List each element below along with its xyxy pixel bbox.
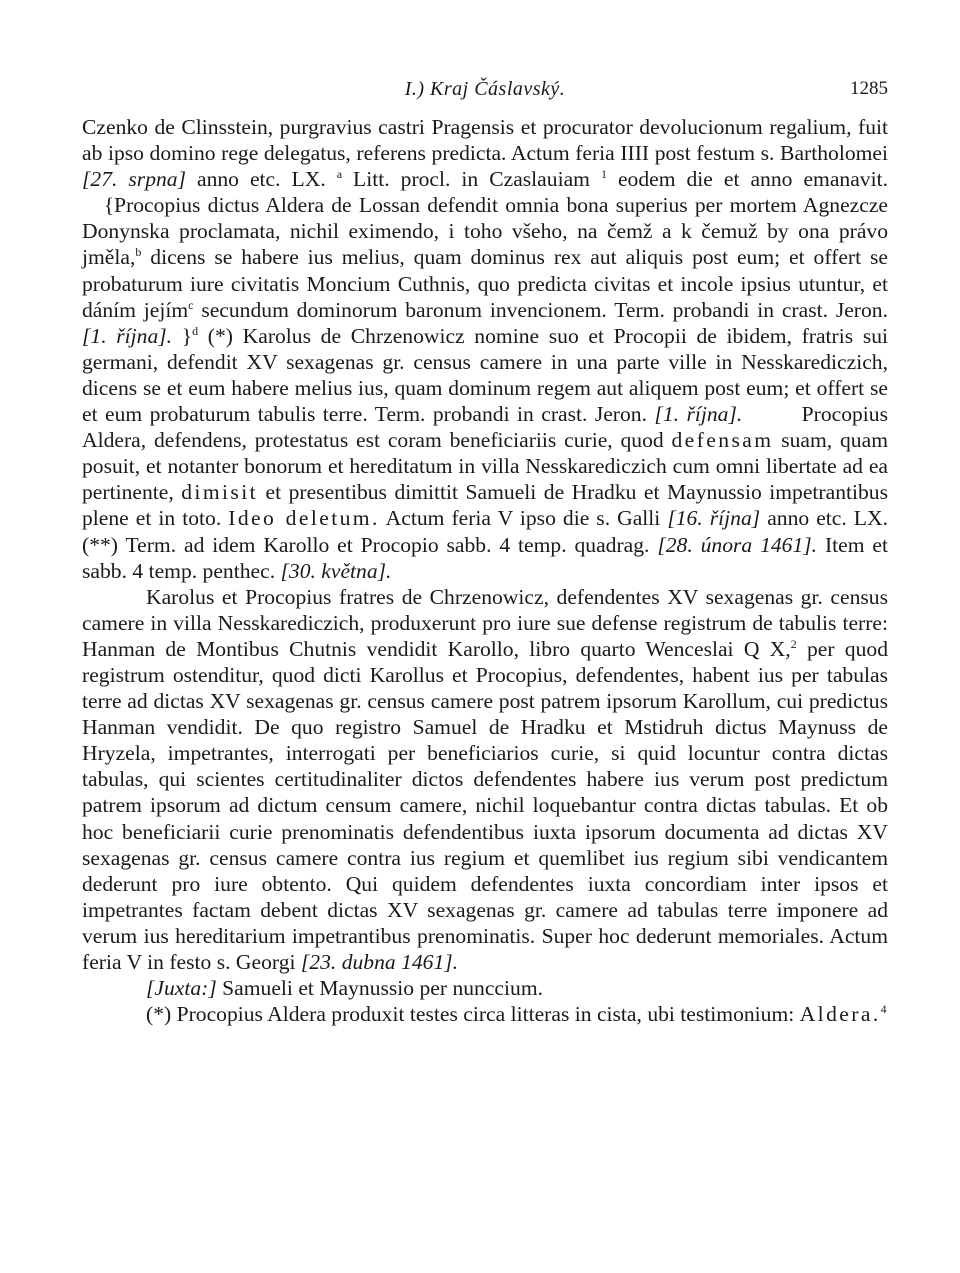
italic-note: [16. října] xyxy=(667,506,761,531)
footnote-marker: a xyxy=(336,167,343,182)
document-page xyxy=(82,78,888,1027)
text-run: Actum feria V ipso die s. Galli xyxy=(379,506,668,531)
paragraph xyxy=(82,114,888,584)
spaced-text: dimisit xyxy=(181,480,259,505)
text-run: per quod registrum ostenditur, quod dicti Karollus et Procopius, defendentes, habent ius per tabulas terre ad dictas XV sexagenas gr. census camere post patrem ipsorum Karollum, cui predictus Hanman vendidit. De quo registro Samuel de Hradku et Mstidruh dictus Maynuss de Hryzela, impetrantes, interrogati per beneficiarios curie, si quid locuntur contra dictas tabulas, qui scientes certitudinaliter dictos defendentes habere ius verum post predictum patrem ipsorum ad dictum censum camere, nichil loquebantur contra dictas tabulas. Et ob hoc beneficiarii curie prenominatis defendentibus iuxta ipsorum documenta ad dictas XV sexagenas gr. census camere contra ius regium et quemlibet ius regium sibi vendicantem dederunt pro iure obtento. Qui quidem defendentes iuxta concordiam inter ipsos et impetrantes factam debent dictas XV sexagenas gr. camere ad tabulas terre imponere ad verum ius hereditarium impetrantibus prenominatis. Super hoc dederunt memoriales. Actum feria V in festo s. Georgi xyxy=(82,636,888,974)
text-run: suam, quam posuit, et notanter bonorum et hereditatum in villa Nesskarediczich cum omni libertate ad ea pertinente, xyxy=(82,428,888,505)
italic-note: [27. srpna] xyxy=(82,167,186,192)
spaced-text: defensam xyxy=(671,428,774,453)
italic-note: [Juxta:] xyxy=(146,976,217,1001)
text-run: anno etc. LX. xyxy=(186,167,337,192)
spaced-text: Ideo deletum. xyxy=(228,506,380,531)
paragraph xyxy=(82,1001,888,1027)
footnote-marker: b xyxy=(135,245,142,260)
text-run: Litt. procl. in Czaslauiam xyxy=(342,167,601,192)
text-run: secundum dominorum baronum invencionem. Term. probandi in crast. Jeron. xyxy=(193,297,888,322)
text-run: Karolus et Procopius fratres de Chrzenowicz, defendentes XV sexagenas gr. census camere in villa Nesskarediczich, produxerunt pro iure sue defense registrum de tabulis terre: Hanman de Montibus Chutnis vendidit Karollo, libro quarto Wenceslai Q X, xyxy=(82,584,888,661)
italic-note: [28. února 1461]. xyxy=(657,532,818,557)
page-number: 1285 xyxy=(850,78,888,99)
text-run: (*) Karolus de Chrzenowicz nomine suo et Procopii de ibidem, fratris sui germani, defendit XV sexagenas gr. census camere in una parte ville in Nesskarediczich, dicens se et eum habere melius ius, quam dominum regem aut aliquem post eum; et offert se et eum probaturum tabulis terre. Term. probandi in crast. Jeron. xyxy=(82,323,889,427)
text-run: Samueli et Maynussio per nunccium. xyxy=(216,976,544,1001)
running-title: I.) Kraj Čáslavský. xyxy=(404,78,566,100)
spaced-text: Aldera. xyxy=(799,1002,881,1027)
text-run: eodem die et anno emanavit. {Procopius dictus Aldera de Lossan defendit omnia bona superius per mortem Agnezcze Donynska proclamata, nichil eximendo, i toho všeho, na čemž a k čemuž by ona právo jměla, xyxy=(82,167,888,270)
paragraph xyxy=(82,584,888,975)
footnote-marker: c xyxy=(188,297,194,312)
body-text xyxy=(82,114,888,1027)
italic-note: [30. května]. xyxy=(280,558,392,583)
text-run: (*) Procopius Aldera produxit testes circa litteras in cista, ubi testimonium: xyxy=(146,1002,800,1027)
footnote-marker: 4 xyxy=(880,1002,887,1017)
text-run: Procopius Aldera, defendens, protestatus est coram beneficiariis curie, quod xyxy=(82,402,889,453)
paragraph xyxy=(82,975,888,1001)
text-run: Item et sabb. 4 temp. penthec. xyxy=(82,532,888,583)
footnote-marker: d xyxy=(192,323,199,338)
italic-note: [1. října]. xyxy=(82,323,173,348)
text-run: dicens se habere ius melius, quam dominus rex aut aliquis post eum; et offert se probaturum iure civitatis Moncium Cuthnis, quo predicta civitas et incole ipsius utuntur, et dáním jejím xyxy=(82,245,888,322)
text-run: et presentibus dimittit Samueli de Hradku et Maynussio impetrantibus plene et in toto. xyxy=(82,480,888,531)
footnote-marker: 1 xyxy=(600,167,607,182)
italic-note: [23. dubna 1461]. xyxy=(300,950,459,974)
text-run: } xyxy=(172,323,193,348)
italic-note: [1. října]. xyxy=(654,402,743,427)
text-run: Czenko de Clinsstein, purgravius castri Pragensis et procurator devolucionum regalium, fuit ab ipso domino rege delegatus, referens predicta. Actum feria IIII post festum s. Bartholomei xyxy=(82,115,888,166)
footnote-marker: 2 xyxy=(790,636,797,651)
page-header xyxy=(82,78,888,114)
text-run: anno etc. LX. (**) Term. ad idem Karollo et Procopio sabb. 4 temp. quadrag. xyxy=(82,506,888,557)
